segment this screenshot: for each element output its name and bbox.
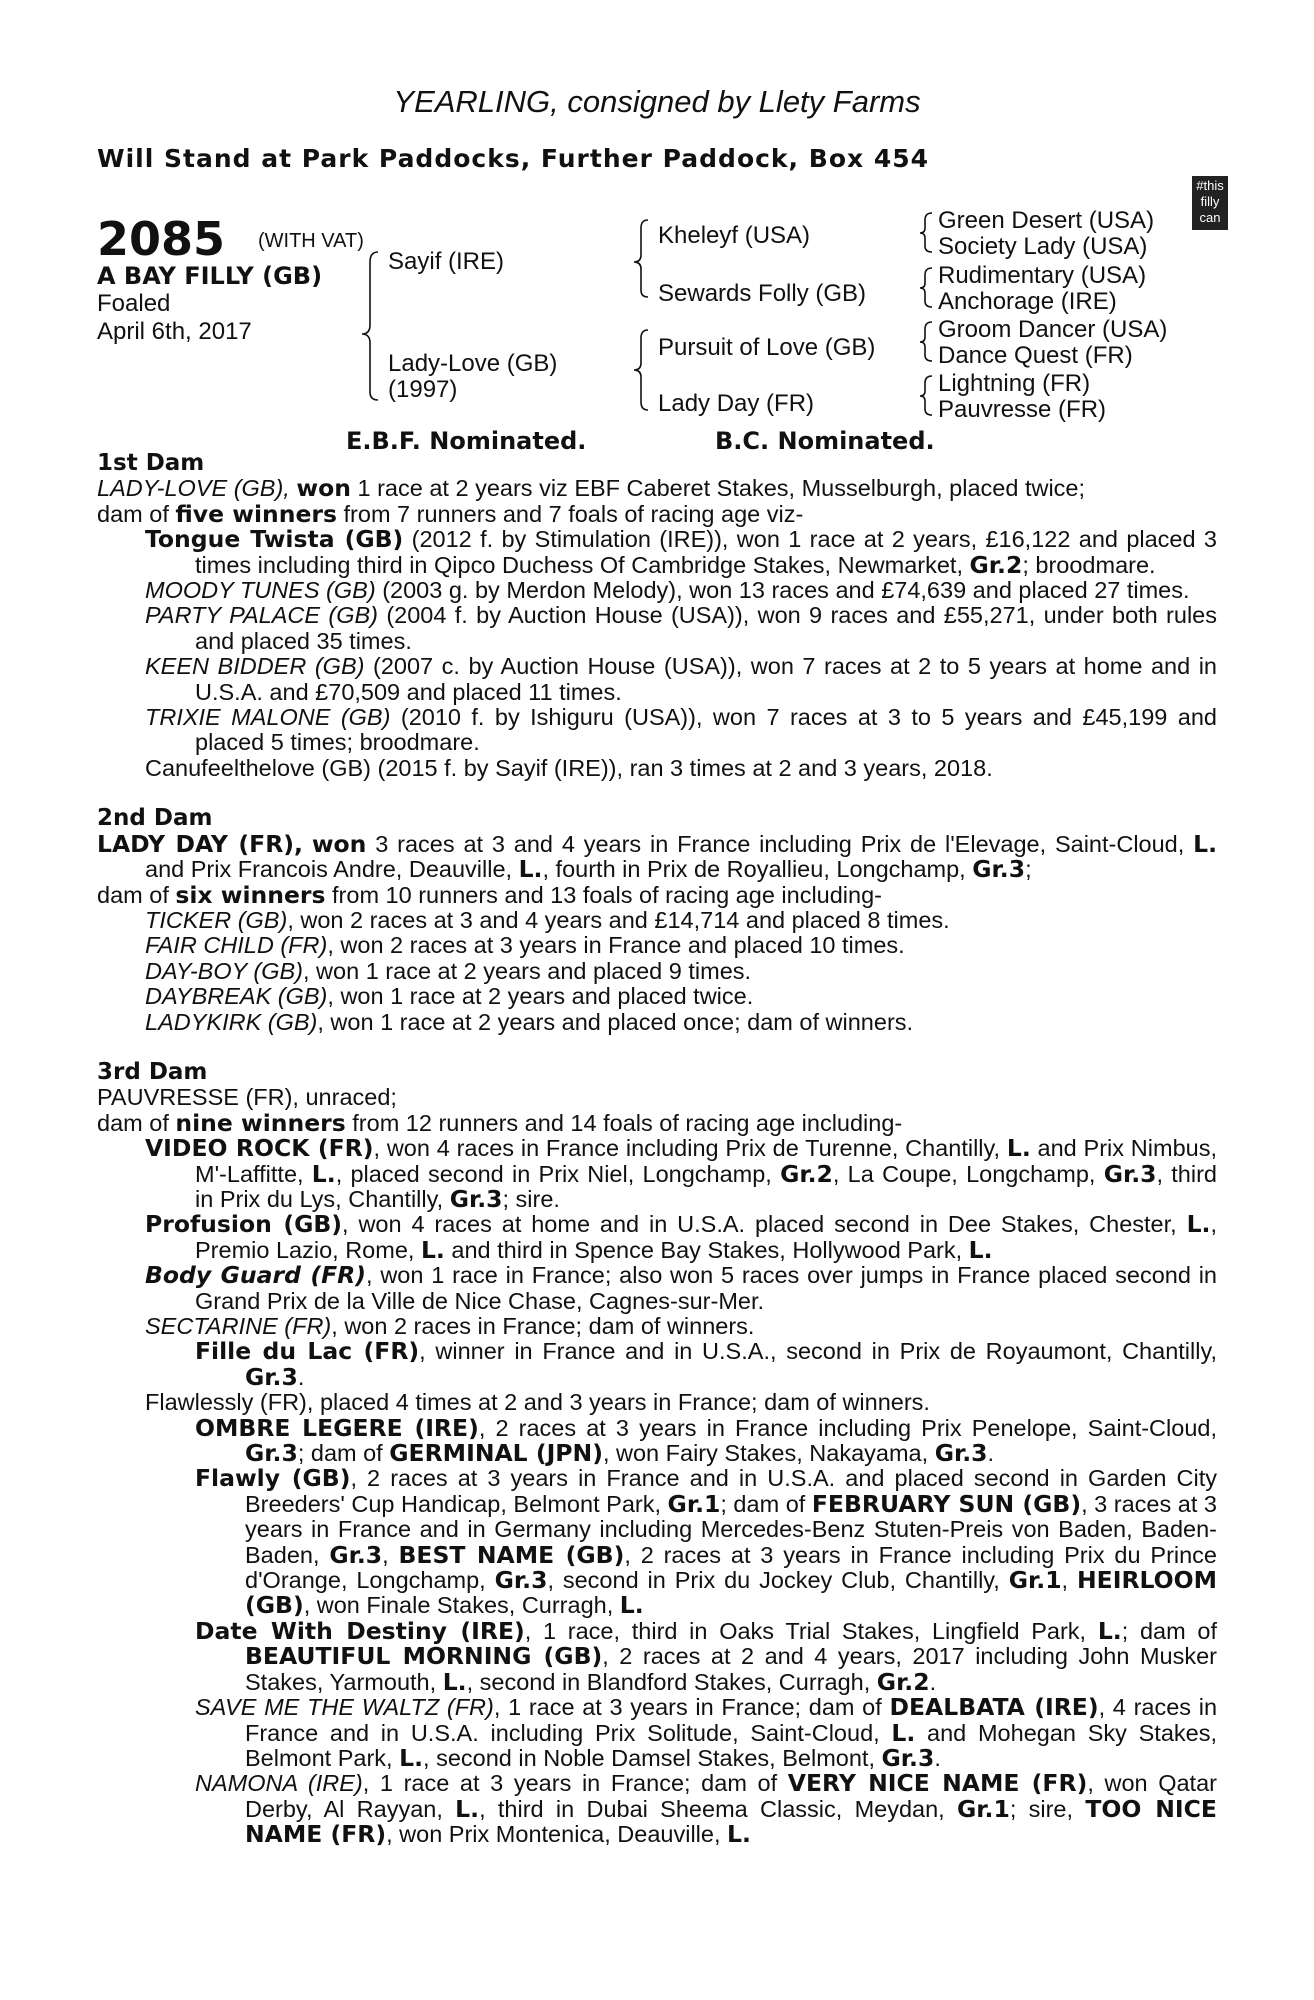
produce-ticker: TICKER (GB), won 2 races at 3 and 4 years and £14,714 and placed 8 times. [145, 906, 950, 933]
produce-day-boy: DAY-BOY (GB), won 1 race at 2 years and placed 9 times. [145, 957, 752, 984]
ddd: Pauvresse (FR) [938, 396, 1107, 423]
foaled-label: Foaled [97, 290, 171, 317]
produce-canufeelthelove: Canufeelthelove (GB) (2015 f. by Sayif (IRE)), ran 3 times at 2 and 3 years, 2018. [145, 754, 993, 781]
page-title: YEARLING, consigned by Llety Farms [393, 84, 921, 119]
ebf-nominated: E.B.F. Nominated. [346, 427, 587, 455]
first-dam-heading: 1st Dam [97, 450, 205, 476]
dam-sire: Pursuit of Love (GB) [658, 334, 876, 361]
produce-profusion: Profusion (GB), won 4 races at home and in U.S.A. placed second in Dee Stakes, Chester, L., Premio Lazio, Rome, L. and third in Spence Bay Stakes, Hollywood Park, L. [145, 1210, 1217, 1264]
dss: Groom Dancer (USA) [938, 316, 1168, 343]
produce-save-me-the-waltz: SAVE ME THE WALTZ (FR), 1 race at 3 years in France; dam of DEALBATA (IRE), 4 races in France and in U.S.A. including Prix Solitude, Saint-Cloud, L. and Mohegan Sky Stakes, Belmont Park, L., second in Noble Damsel Stakes, Belmont, Gr.3. [195, 1693, 1218, 1772]
produce-body-guard: Body Guard (FR), won 1 race in France; also won 5 races over jumps in France placed second in Grand Prix de la Ville de Nice Chase, Cagnes-sur-Mer. [145, 1261, 1217, 1314]
produce-date-with-destiny: Date With Destiny (IRE), 1 race, third in Oaks Trial Stakes, Lingfield Park, L.; dam of BEAUTIFUL MORNING (GB), 2 races at 2 and 4 years, 2017 including John Musker Stakes, Yarmouth, L., second in Blandford Stakes, Curragh, Gr.2. [195, 1616, 1218, 1696]
produce-fille-du-lac: Fille du Lac (FR), winner in France and in U.S.A., second in Prix de Royaumont, Chantilly, Gr.3. [195, 1337, 1217, 1391]
stand-location: Will Stand at Park Paddocks, Further Paddock, Box 454 [97, 144, 930, 173]
produce-ombre-legere: OMBRE LEGERE (IRE), 2 races at 3 years in France including Prix Penelope, Saint-Cloud, Gr.3; dam of GERMINAL (JPN), won Fairy Stakes, Nakayama, Gr.3. [195, 1413, 1217, 1468]
brace-sire-dam [362, 252, 378, 400]
second-dam-line: LADY DAY (FR), won 3 races at 3 and 4 years in France including Prix de l'Elevage, Saint-Cloud, L. and Prix Francois Andre, Deauville, L., fourth in Prix de Royallieu, Longchamp, Gr.3; [97, 829, 1218, 884]
first-dam-summary: dam of five winners from 7 runners and 7 foals of racing age viz- [97, 499, 804, 528]
brace-ds [920, 322, 932, 361]
produce-namona: NAMONA (IRE), 1 race at 3 years in France; dam of VERY NICE NAME (FR), won Qatar Derby, Al Rayyan, L., third in Dubai Sheema Classic, Meydan, Gr.1; sire, TOO NICE NAME (FR), won Prix Montenica, Deauville, L. [195, 1769, 1217, 1849]
produce-flawlessly: Flawlessly (FR), placed 4 times at 2 and 3 years in France; dam of winners. [145, 1389, 930, 1416]
ssd: Society Lady (USA) [938, 233, 1148, 260]
brace-dam [634, 330, 648, 410]
brace-ss [920, 213, 932, 252]
brace-sd [920, 268, 932, 307]
sire: Sayif (IRE) [388, 248, 505, 275]
third-dam-heading: 3rd Dam [97, 1058, 208, 1085]
produce-fair-child: FAIR CHILD (FR), won 2 races at 3 years in France and placed 10 times. [145, 932, 905, 959]
brace-sire [634, 220, 648, 297]
second-dam-summary: dam of six winners from 10 runners and 13 foals of racing age including- [97, 880, 882, 909]
foaled-date: April 6th, 2017 [97, 318, 252, 345]
dam-dam: Lady Day (FR) [658, 390, 815, 417]
produce-party-palace: PARTY PALACE (GB) (2004 f. by Auction House (USA)), won 9 races and £55,271, under both rules and placed 35 times. [145, 602, 1217, 654]
catalogue-body [97, 444, 1217, 1848]
produce-sectarine: SECTARINE (FR), won 2 races in France; dam of winners. [145, 1313, 755, 1339]
vat-note: (WITH VAT) [258, 230, 364, 252]
brace-dd [920, 376, 932, 415]
produce-tongue-twista: Tongue Twista (GB) (2012 f. by Stimulation (IRE)), won 1 race at 2 years, £16,122 and placed 3 times including third in Qipco Duchess Of Cambridge Stakes, Newmarket, Gr.2; broodmare. [145, 525, 1217, 579]
produce-keen-bidder: KEEN BIDDER (GB) (2007 c. by Auction House (USA)), won 7 races at 2 to 5 years at home and in U.S.A. and £70,509 and placed 11 times. [145, 653, 1218, 705]
sire-dam: Sewards Folly (GB) [658, 280, 867, 307]
second-dam-heading: 2nd Dam [97, 805, 213, 832]
sdd: Anchorage (IRE) [938, 288, 1117, 315]
produce-ladykirk: LADYKIRK (GB), won 1 race at 2 years and placed once; dam of winners. [145, 1008, 914, 1035]
third-dam-line: PAUVRESSE (FR), unraced; [97, 1084, 397, 1111]
dam-year: (1997) [388, 376, 458, 403]
dsd: Dance Quest (FR) [938, 342, 1133, 369]
bc-nominated: B.C. Nominated. [715, 427, 935, 455]
produce-video-rock: VIDEO ROCK (FR), won 4 races in France including Prix de Turenne, Chantilly, L. and Prix Nimbus, M'-Laffitte, L., placed second in Prix Niel, Longchamp, Gr.2, La Coupe, Longchamp, Gr.3, third in Prix du Lys, Chantilly, Gr.3; sire. [145, 1134, 1217, 1213]
dam: Lady-Love (GB) [388, 350, 558, 377]
sds: Rudimentary (USA) [938, 262, 1147, 289]
produce-daybreak: DAYBREAK (GB), won 1 race at 2 years and placed twice. [145, 983, 754, 1010]
lot-number: 2085 [97, 212, 226, 266]
lot-name: A BAY FILLY (GB) [97, 262, 323, 290]
produce-trixie-malone: TRIXIE MALONE (GB) (2010 f. by Ishiguru (USA)), won 7 races at 3 to 5 years and £45,199 and placed 5 times; broodmare. [145, 704, 1217, 756]
produce-moody-tunes: MOODY TUNES (GB) (2003 g. by Merdon Melody), won 13 races and £74,639 and placed 27 times. [145, 577, 1190, 604]
sire-sire: Kheleyf (USA) [658, 222, 811, 249]
tbi-logo: #this filly can [1192, 176, 1228, 230]
dds: Lightning (FR) [938, 370, 1091, 397]
produce-flawly: Flawly (GB), 2 races at 3 years in France and in U.S.A. and placed second in Garden City Breeders' Cup Handicap, Belmont Park, Gr.1; dam of FEBRUARY SUN (GB), 3 races at 3 years in France and in Germany including Mercedes-Benz Stuten-Preis von Baden, Baden-Baden, Gr.3, BEST NAME (GB), 2 races at 3 years in France including Prix du Prince d'Orange, Longchamp, Gr.3, second in Prix du Jockey Club, Chantilly, Gr.1, HEIRLOOM (GB), won Finale Stakes, Curragh, L. [195, 1464, 1218, 1620]
first-dam-line: LADY-LOVE (GB), won 1 race at 2 years viz EBF Caberet Stakes, Musselburgh, placed twice; [97, 474, 1086, 503]
sss: Green Desert (USA) [938, 207, 1155, 234]
third-dam-summary: dam of nine winners from 12 runners and 14 foals of racing age including- [97, 1108, 903, 1137]
